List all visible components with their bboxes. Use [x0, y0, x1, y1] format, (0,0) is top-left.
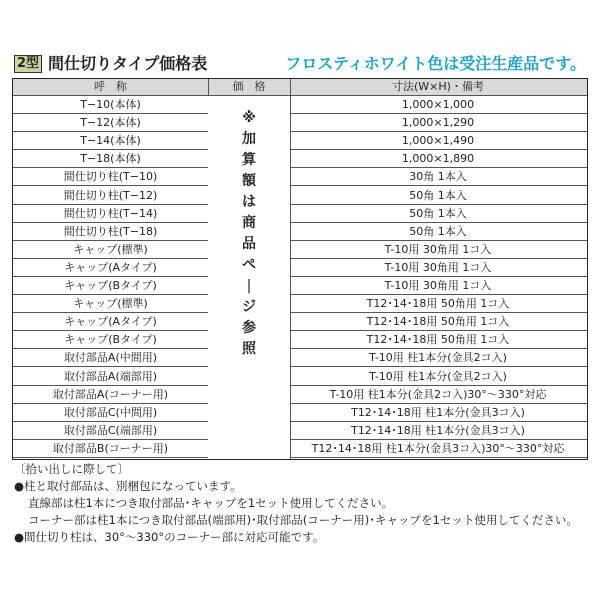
price-note-char: ※ [242, 110, 256, 126]
table-row [13, 404, 587, 422]
table-row [13, 440, 587, 458]
price-note-char: 品 [242, 236, 256, 252]
table-row [13, 313, 587, 331]
price-note-char: 加 [242, 131, 256, 147]
row-size: 50角 1本入 [409, 188, 467, 202]
price-note-vertical [208, 108, 290, 360]
table-row [13, 150, 587, 168]
note-line: ●間仕切り柱は、30°〜330°のコーナー部に対応可能です。 [14, 530, 325, 544]
row-name: キャップ(標準) [73, 297, 148, 311]
row-name: 取付部品A(コーナー用) [52, 387, 169, 401]
price-note-char: 商 [242, 215, 256, 231]
note-line: 直線部は柱1本につき取付部品･キャップを1セット使用してください。 [28, 496, 394, 510]
row-size: 1,000×1,490 [401, 134, 475, 148]
notes [14, 461, 594, 546]
header [12, 54, 588, 76]
type-badge: 2型 [14, 55, 42, 73]
row-size: 1,000×1,000 [401, 98, 475, 111]
row-size: T12･14･18用 柱1本分(金具3コ入) [351, 405, 525, 419]
price-note-char: 参 [242, 320, 256, 336]
row-name: キャップ(Aタイプ) [64, 315, 157, 329]
row-name: 取付部品C(端部用) [63, 423, 158, 437]
price-note-char: 額 [242, 173, 256, 189]
table-row [13, 132, 587, 150]
row-name: 取付部品A(中間用) [63, 351, 158, 365]
row-name: T−12(本体) [80, 116, 141, 130]
table-row [13, 277, 587, 295]
table-row [13, 259, 587, 277]
row-name: 取付部品A(端部用) [63, 369, 158, 383]
table-row [13, 114, 587, 132]
row-name: キャップ(Aタイプ) [64, 260, 157, 274]
table-row [13, 386, 587, 404]
price-note-char: | [246, 278, 252, 294]
row-name: T−14(本体) [80, 134, 141, 148]
column-header-size: 寸法(W×H)・備考 [392, 80, 484, 93]
row-name: キャップ(Bタイプ) [64, 333, 157, 347]
note-line: ●柱と取付部品は、別梱包になっています。 [14, 479, 242, 493]
row-name: 取付部品C(中間用) [63, 405, 158, 419]
column-divider [290, 79, 291, 459]
note-line: コーナー部は柱1本につき取付部品(端部用)･取付部品(コーナー用)･キャップを1セット使用してください。 [28, 513, 578, 527]
price-note-char: 算 [242, 152, 256, 168]
row-size: T-10用 柱1本分(金具2コ入) [369, 351, 507, 365]
production-notice: フロスティホワイト色は受注生産品です。 [285, 54, 586, 73]
row-size: 30角 1本入 [409, 170, 467, 184]
row-size: T-10用 30角用 1コ入 [384, 260, 492, 274]
price-note-char: 照 [242, 341, 256, 357]
table-header-row [13, 79, 587, 96]
row-size: T12･14･18用 50角用 1コ入 [366, 315, 510, 329]
page-title: 間仕切りタイプ価格表 [48, 54, 208, 73]
row-name: T−10(本体) [80, 98, 141, 111]
row-size: T-10用 30角用 1コ入 [384, 279, 492, 292]
table-row [13, 349, 587, 367]
price-note-char: は [242, 194, 256, 210]
table-row [13, 168, 587, 186]
row-name: キャップ(Bタイプ) [64, 279, 157, 292]
row-size: T-10用 30角用 1コ入 [384, 242, 492, 256]
row-size: T12･14･18用 柱1本分(金具3コ入) [351, 423, 525, 437]
row-name: 間仕切り柱(T−10) [63, 170, 158, 184]
row-name: キャップ(標準) [73, 242, 148, 256]
row-size: T-10用 柱1本分(金具2コ入) [369, 369, 507, 383]
row-size: T-10用 柱1本分(金具2コ入)30°〜330°対応 [329, 387, 547, 401]
row-size: 50角 1本入 [409, 206, 467, 220]
table-row [13, 187, 587, 205]
table-row [13, 223, 587, 241]
table-row [13, 422, 587, 440]
row-name: 間仕切り柱(T−18) [63, 224, 158, 238]
column-header-price: 価 格 [232, 80, 266, 93]
table-row [13, 205, 587, 223]
row-size: 1,000×1,890 [401, 152, 475, 166]
price-note-char: ジ [242, 299, 256, 315]
row-name: 間仕切り柱(T−12) [63, 188, 158, 202]
table-row [13, 295, 587, 313]
price-note-char: ペ [242, 257, 256, 273]
table-row [13, 368, 587, 386]
table-row [13, 96, 587, 114]
row-size: 50角 1本入 [409, 224, 467, 238]
row-size: T12･14･18用 50角用 1コ入 [366, 333, 510, 347]
row-name: 間仕切り柱(T−14) [63, 206, 158, 220]
price-note-cell [208, 96, 290, 459]
row-name: T−18(本体) [80, 152, 141, 166]
column-header-name: 呼 称 [94, 80, 127, 93]
notes-heading: 〔拾い出しに際して〕 [14, 462, 129, 476]
price-table [12, 78, 588, 460]
table-row [13, 331, 587, 349]
row-size: T12･14･18用 柱1本分(金具3コ入)30°〜330°対応 [311, 441, 565, 455]
row-name: 取付部品B(コーナー用) [52, 441, 169, 455]
row-size: T12･14･18用 50角用 1コ入 [366, 297, 510, 311]
table-row [13, 241, 587, 259]
row-size: 1,000×1,290 [401, 116, 475, 130]
